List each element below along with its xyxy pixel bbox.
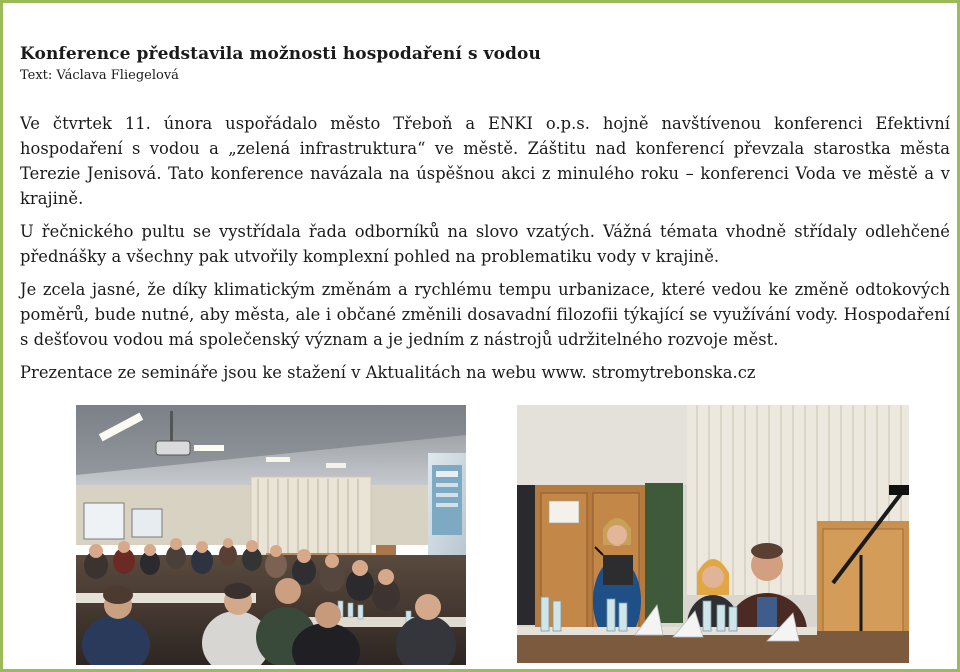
article-paragraph: Prezentace ze semináře jsou ke stažení v Aktualitách na webu www. stromytrebonska.cz	[20, 363, 756, 382]
conference-hall-photo	[76, 405, 466, 665]
article-title: Konference představila možnosti hospodaření s vodou	[20, 44, 541, 64]
article-author: Text: Václava Fliegelová	[20, 68, 179, 83]
article-paragraph: U řečnického pultu se vystřídala řada odborníků na slovo vzatých. Vážná témata vhodně střídaly odlehčené přednášky a všechny pak utvořily komplexní pohled na problematiku vody v krajině.	[20, 222, 950, 266]
article-paragraph: Ve čtvrtek 11. února uspořádalo město Třeboň a ENKI o.p.s. hojně navštívenou konferenci Efektivní hospodaření s vodou a „zelená infrastruktura“ ve městě. Záštitu nad konferencí převzala starostka města Terezie Jenisová. Tato konference navázala na úspěšnou akci z minulého roku – konferenci Voda ve městě a v krajině.	[20, 114, 950, 208]
article	[20, 43, 950, 393]
speaker-podium-photo	[517, 405, 909, 663]
article-paragraph: Je zcela jasné, že díky klimatickým změnám a rychlému tempu urbanizace, které vedou ke změně odtokových poměrů, bude nutné, aby města, ale i občané změnili dosavadní filozofii týkající se využívání vody. Hospodaření s dešťovou vodou má společenský význam a je jedním z nástrojů udržitelného rozvoje měst.	[20, 280, 950, 349]
